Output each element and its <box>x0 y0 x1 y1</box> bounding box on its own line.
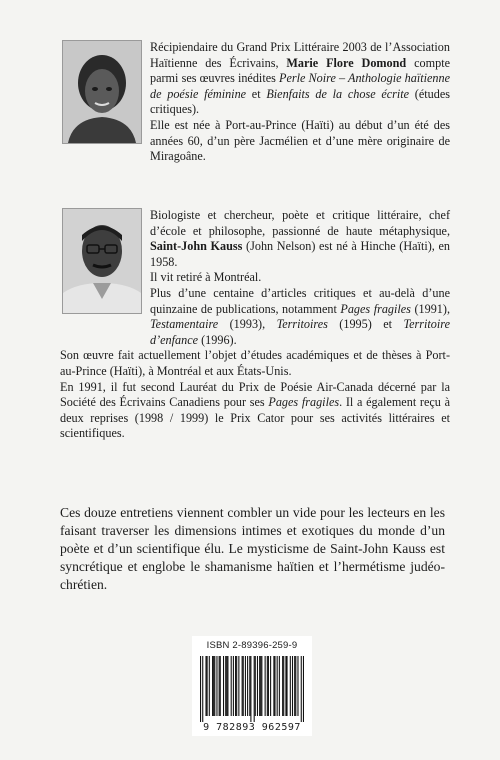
back-cover-blurb: Ces douze entretiens viennent combler un vide pour les lecteurs en les faisant traverser les dimensions intimes et exotiques du monde d’un poète et d’un scientifique élu. Le mysticisme de Saint-John Kauss est syncrétique et englobe le shamanisme haïtien et l’hermétisme judéo-chrétien. <box>60 504 445 592</box>
barcode-bar <box>292 656 293 716</box>
bio-kauss-line-2: Il vit retiré à Montréal. <box>150 270 262 285</box>
barcode-bar <box>231 656 232 716</box>
barcode-bar <box>295 656 296 716</box>
barcode-bar <box>274 656 275 716</box>
barcode-bar <box>277 656 278 716</box>
barcode-bar <box>290 656 291 716</box>
barcode-bar <box>270 656 271 716</box>
barcode-bar <box>285 656 286 716</box>
barcode-bar <box>242 656 243 716</box>
barcode-bar <box>220 656 221 716</box>
bio-saint-john-kauss <box>60 208 450 442</box>
bio-marie-flore-domond <box>150 40 450 165</box>
barcode-bar <box>303 656 304 722</box>
barcode-bar <box>301 656 302 722</box>
barcode-bar <box>260 656 261 716</box>
barcode-bar <box>236 656 237 716</box>
barcode-bar <box>209 656 210 716</box>
barcode-bar <box>233 656 234 716</box>
bio-kauss-paragraph-3: Plus d’une centaine d’articles critiques et au-delà d’une quinzaine de publications, notamment Pages fragiles (1991), Testamentaire (1993), Territoires (1995) et Territoire d’enfance (1996). <box>150 285 450 347</box>
isbn-barcode <box>192 636 312 736</box>
barcode-bar <box>213 656 214 716</box>
barcode-bar <box>214 656 215 716</box>
author-name-kauss: Saint-John Kauss <box>150 239 243 254</box>
portrait-photo-woman <box>62 40 142 144</box>
barcode-bar <box>227 656 228 716</box>
barcode-bar <box>200 656 201 722</box>
barcode-bar <box>212 656 213 716</box>
barcode-bar <box>283 656 284 716</box>
portrait-man-icon <box>63 209 141 313</box>
ean-digits: 9 782893 962597 <box>203 722 301 733</box>
barcode-bar <box>267 656 268 716</box>
barcode-bar <box>250 656 251 722</box>
barcode-bar <box>249 656 250 716</box>
portrait-woman-icon <box>63 41 141 143</box>
barcode-bar <box>265 656 266 716</box>
barcode-bar <box>268 656 269 716</box>
bio-marie-paragraph-2: Elle est née à Port-au-Prince (Haïti) au début d’un été des années 60, d’un père Jacmélien et d’une mère originaire de Miragoâne. <box>150 117 450 164</box>
barcode-bar <box>254 656 255 722</box>
barcode-bar <box>257 656 258 716</box>
barcode-bar <box>202 656 203 722</box>
bio-kauss-paragraph-1: Biologiste et chercheur, poète et critique littéraire, chef d’école et philosophe, passionné de haute métaphysique, Saint-John Kauss (John Nelson) est né à Hinche (Haïti), en 1958. <box>150 208 450 269</box>
barcode-bar <box>216 656 217 716</box>
barcode-bar <box>247 656 248 716</box>
isbn-label: ISBN 2-89396-259-9 <box>206 640 298 651</box>
barcode-bar <box>297 656 298 716</box>
barcode-bar <box>207 656 208 716</box>
barcode-bar <box>294 656 295 716</box>
barcode-bar <box>205 656 206 716</box>
author-name-marie: Marie Flore Domond <box>286 55 407 70</box>
barcode-bar <box>255 656 256 716</box>
barcode-bar <box>286 656 287 716</box>
barcode-bar <box>245 656 246 716</box>
barcode-bar <box>279 656 280 716</box>
barcode-bar <box>273 656 274 716</box>
ean-13-barcode-icon <box>200 656 304 722</box>
barcode-bar <box>259 656 260 716</box>
barcode-bar <box>226 656 227 716</box>
barcode-bar <box>223 656 224 716</box>
barcode-bar <box>219 656 220 716</box>
bio-marie-paragraph-1: Récipiendaire du Grand Prix Littéraire 2003 de l’Association Haïtienne des Écrivains, Marie Flore Domond compte parmi ses œuvres inédites Perle Noire – Anthologie haïtienne de poésie féminine et Bienfaits de la chose écrite (études critiques). <box>150 40 451 117</box>
barcode-bar <box>282 656 283 716</box>
barcode-bar <box>238 656 239 716</box>
barcode-bar <box>243 656 244 716</box>
barcode-bar <box>235 656 236 716</box>
barcode-bar <box>225 656 226 716</box>
portrait-photo-man <box>62 208 142 314</box>
barcode-bar <box>261 656 262 716</box>
bio-kauss-paragraph-5: En 1991, il fut second Lauréat du Prix de Poésie Air-Canada décerné par la Société des Écrivains Canadiens pour ses Pages fragiles. Il a également reçu à deux reprises (1998 / 1999) le Prix Cator pour ses activités littéraires et scientifiques. <box>60 379 450 441</box>
bio-kauss-paragraph-4: Son œuvre fait actuellement l’objet d’études académiques et de thèses à Port-au-Prince (Haïti), à Montréal et aux États-Unis. <box>60 348 450 378</box>
